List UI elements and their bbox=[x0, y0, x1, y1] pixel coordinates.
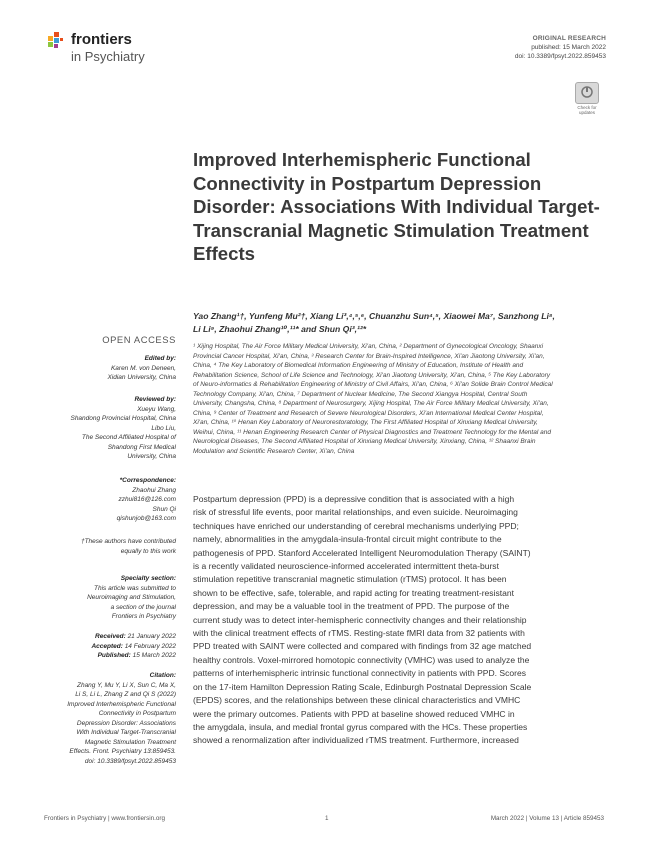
affiliation-line: Technology Company, Xi'an, China, ⁷ Department of Nuclear Medicine, The Second Xiangya Hospital, Central South bbox=[193, 390, 528, 398]
abstract-line: healthy controls. Voxel-mirrored homotopic connectivity (VMHC) was used to analyze the bbox=[193, 654, 530, 665]
citation-section bbox=[44, 671, 176, 766]
reviewed-by-section bbox=[44, 395, 176, 462]
abstract-line: depression, and may be a valuable tool in the treatment of PPD. The purpose of the bbox=[193, 601, 510, 612]
footer-issue: March 2022 | Volume 13 | Article 859453 bbox=[490, 815, 604, 822]
abstract-line: pathogenesis of PPD. Stanford Accelerated Intelligent Neuromodulation Therapy (SAINT) bbox=[193, 547, 531, 558]
check-for-updates-badge[interactable] bbox=[574, 82, 600, 115]
dates-section bbox=[44, 632, 176, 661]
specialty-section bbox=[44, 574, 176, 622]
page-number: 1 bbox=[325, 815, 329, 822]
abstract-line: risk of stressful life events, poor marital relationships, and even suicide. Neuroimaging bbox=[193, 507, 518, 518]
correspondent-name: Shun Qi bbox=[152, 505, 176, 513]
received-date bbox=[44, 632, 176, 642]
published-value: 15 March 2022 bbox=[132, 652, 176, 659]
correspondence-section bbox=[44, 476, 176, 524]
note-line: †These authors have contributed bbox=[80, 538, 176, 545]
published-date: published: 15 March 2022 bbox=[531, 44, 606, 51]
citation-line: Connectivity in Postpartum bbox=[98, 710, 176, 717]
reviewer-line: Xueyu Wang, bbox=[137, 405, 176, 413]
reviewer-line: The Second Affiliated Hospital of bbox=[81, 434, 176, 441]
article-doi[interactable]: doi: 10.3389/fpsyt.2022.859453 bbox=[514, 53, 606, 60]
reviewed-by-heading: Reviewed by: bbox=[134, 396, 176, 403]
abstract-line: techniques have enriched our understanding of cerebral mechanisms underlying PPD; bbox=[193, 520, 519, 531]
affiliation-line: China, ⁴ The Key Laboratory of Biomedical Information Engineering of Ministry of Education, Institute of Health and bbox=[193, 362, 524, 369]
abstract-line: showed a renormalization after individualized rTMS treatment. Furthermore, increased bbox=[193, 735, 519, 746]
affiliation-line: Neurological Diseases, The Second Affiliated Hospital of Xinxiang Medical University, Xinxiang, China, ¹² Shaanxi Brain bbox=[193, 438, 536, 445]
frontiers-logo-icon bbox=[48, 32, 68, 52]
correspondent-email[interactable]: zzhui816@126.com bbox=[118, 496, 176, 503]
affiliation-line: of Neuro-informatics & Rehabilitation Engineering of Ministry of Civil Affairs, Xi'an, China, ⁶ Xi'an Solide Brain Control Medical bbox=[193, 381, 553, 388]
abstract-line: namely, abnormalities in the amygdala-insula-frontal circuit might contribute to the bbox=[193, 534, 502, 545]
accepted-value: 14 February 2022 bbox=[124, 642, 176, 650]
citation-line: With Individual Target-Transcranial bbox=[76, 729, 176, 736]
abstract-line: on the 17-item Hamilton Depression Rating Scale, Edinburgh Postnatal Depression Scale bbox=[193, 681, 532, 692]
specialty-heading: Specialty section: bbox=[120, 575, 176, 582]
footer-journal[interactable]: Frontiers in Psychiatry | www.frontiersin.org bbox=[44, 815, 165, 822]
citation-line: Depression Disorder: Associations bbox=[76, 719, 176, 727]
published-date-side bbox=[44, 651, 176, 661]
open-access-label: OPEN ACCESS bbox=[102, 334, 176, 345]
affiliation-line: Modulation and Scientific Research Center, Xi'an, China bbox=[193, 447, 355, 455]
logo-title: frontiers bbox=[71, 31, 132, 48]
article-meta bbox=[515, 34, 606, 61]
article-type: ORIGINAL RESEARCH bbox=[532, 35, 606, 42]
accepted-date bbox=[44, 642, 176, 652]
affiliation-line: Weihui, China, ¹¹ Henan Engineering Research Center of Physical Diagnostics and Treatment Technology for the Mental and bbox=[193, 428, 551, 436]
affiliation-line: Xi'an, China, ¹⁰ Henan Key Laboratory of Neurorestoratology, The First Affiliated Hospital of Xinxiang Medical University, bbox=[193, 419, 538, 426]
reviewer-line: Shandong Provincial Hospital, China bbox=[70, 415, 176, 422]
frontiers-logo[interactable] bbox=[48, 32, 198, 68]
specialty-line: Neuroimaging and Stimulation, bbox=[87, 594, 176, 601]
logo-subtitle: in Psychiatry bbox=[71, 49, 145, 64]
editor-line: Xidian University, China bbox=[107, 374, 176, 381]
affiliation-line: University, Changsha, China, ⁸ Department of Neurosurgery, Xijing Hospital, The Air Force Military Medical University, Xi'an, bbox=[193, 400, 549, 407]
specialty-line: This article was submitted to bbox=[93, 584, 176, 592]
abstract-line: PPD treated with SAINT were collected and compared with findings from 32 age matched bbox=[193, 641, 532, 652]
author-line: Li Li⁹, Zhaohui Zhang¹⁰,¹¹* and Shun Qi³,¹²* bbox=[193, 324, 367, 334]
reviewer-line: University, China bbox=[127, 453, 176, 460]
abstract-line: were the primary outcomes. Patients with PPD at baseline showed reduced VMHC in bbox=[193, 708, 515, 719]
abstract-body bbox=[193, 493, 614, 748]
edited-by-section bbox=[44, 354, 176, 383]
accepted-label: Accepted: bbox=[91, 642, 123, 650]
correspondent-email[interactable]: qishunjob@163.com bbox=[116, 515, 176, 522]
abstract-line: stimulation repetitive transcranial magnetic stimulation (rTMS) protocol. It has been bbox=[193, 574, 507, 585]
citation-line: Zhang Y, Mu Y, Li X, Sun C, Ma X, bbox=[76, 681, 176, 689]
abstract-line: the amygdala, insula, and medial frontal gyrus compared with the HCs. These properties bbox=[193, 721, 528, 732]
author-line: Yao Zhang¹†, Yunfeng Mu²†, Xiang Li³,⁴,⁵,⁶, Chuanzhu Sun⁴,⁵, Xiaowei Ma⁷, Sanzhong Li⁸, bbox=[193, 311, 555, 321]
check-updates-icon bbox=[575, 82, 599, 104]
equal-contribution-note bbox=[44, 537, 176, 556]
article-title: Improved Interhemispheric Functional Connectivity in Postpartum Depression Disorder: Associations With Individual Target-Transcranial Magnetic Stimulation Treatment Effects bbox=[193, 149, 600, 264]
specialty-line: a section of the journal bbox=[110, 603, 176, 611]
abstract-line: is a recently validated neuroscience-informed accelerated intermittent theta-burst bbox=[193, 561, 499, 572]
citation-line: Li S, Li L, Zhang Z and Qi S (2022) bbox=[75, 691, 176, 698]
affiliations bbox=[193, 342, 613, 456]
edited-by-heading: Edited by: bbox=[144, 355, 176, 362]
affiliation-line: Provincial Cancer Hospital, Xi'an, China, ³ Research Center for Brain-Inspired Intelligence, Xi'an Jiaotong University, Xi'an, bbox=[193, 352, 545, 360]
author-list bbox=[193, 310, 613, 336]
citation-heading: Citation: bbox=[149, 672, 176, 679]
affiliation-line: China, ⁹ Center of Treatment and Research of Severe Neurological Disorders, Xi'an International Medical Center Hospital, bbox=[193, 409, 544, 417]
affiliation-line: ¹ Xijing Hospital, The Air Force Military Medical University, Xi'an, China, ² Department of Gynecological Oncology, Shaanxi bbox=[193, 343, 544, 350]
affiliation-line: Rehabilitation Science, School of Life Science and Technology, Xi'an Jiaotong University, Xi'an, China, ⁵ The Key Laboratory bbox=[193, 371, 551, 379]
check-updates-label: Check for updates bbox=[577, 105, 597, 115]
citation-line: Magnetic Stimulation Treatment bbox=[84, 738, 176, 746]
note-line: equally to this work bbox=[120, 547, 176, 555]
citation-line: Improved Interhemispheric Functional bbox=[67, 700, 176, 708]
received-value: 21 January 2022 bbox=[127, 633, 176, 640]
abstract-line: with the clinical treatment effects of rTMS. Resting-state fMRI data from 32 patients with bbox=[193, 628, 525, 639]
reviewer-line: Libo Liu, bbox=[151, 424, 176, 432]
reviewer-line: Shandong First Medical bbox=[107, 443, 176, 451]
specialty-line: Frontiers in Psychiatry bbox=[111, 613, 176, 620]
abstract-line: Postpartum depression (PPD) is a depressive condition that is associated with a high bbox=[193, 494, 515, 504]
citation-doi[interactable]: doi: 10.3389/fpsyt.2022.859453 bbox=[84, 757, 176, 765]
abstract-line: shown to be effective, safe, tolerable, and rapid acting for treating treatment-resistant bbox=[193, 587, 515, 598]
received-label: Received: bbox=[95, 633, 126, 640]
correspondence-heading: *Correspondence: bbox=[119, 477, 176, 484]
abstract-line: (EPDS) scores, and the relationships between these clinical characteristics and VMHC bbox=[193, 695, 521, 706]
abstract-line: current study was to detect inter-hemispheric connectivity changes and their relationship bbox=[193, 614, 527, 625]
published-label: Published: bbox=[97, 652, 131, 659]
correspondent-name: Zhaohui Zhang bbox=[132, 486, 176, 494]
abstract-line: patterns of interhemispheric intrinsic functional connectivity in patients with PPD. Scores bbox=[193, 668, 527, 679]
citation-line: Effects. Front. Psychiatry 13:859453. bbox=[69, 748, 176, 755]
editor-line: Karen M. von Deneen, bbox=[110, 364, 176, 372]
